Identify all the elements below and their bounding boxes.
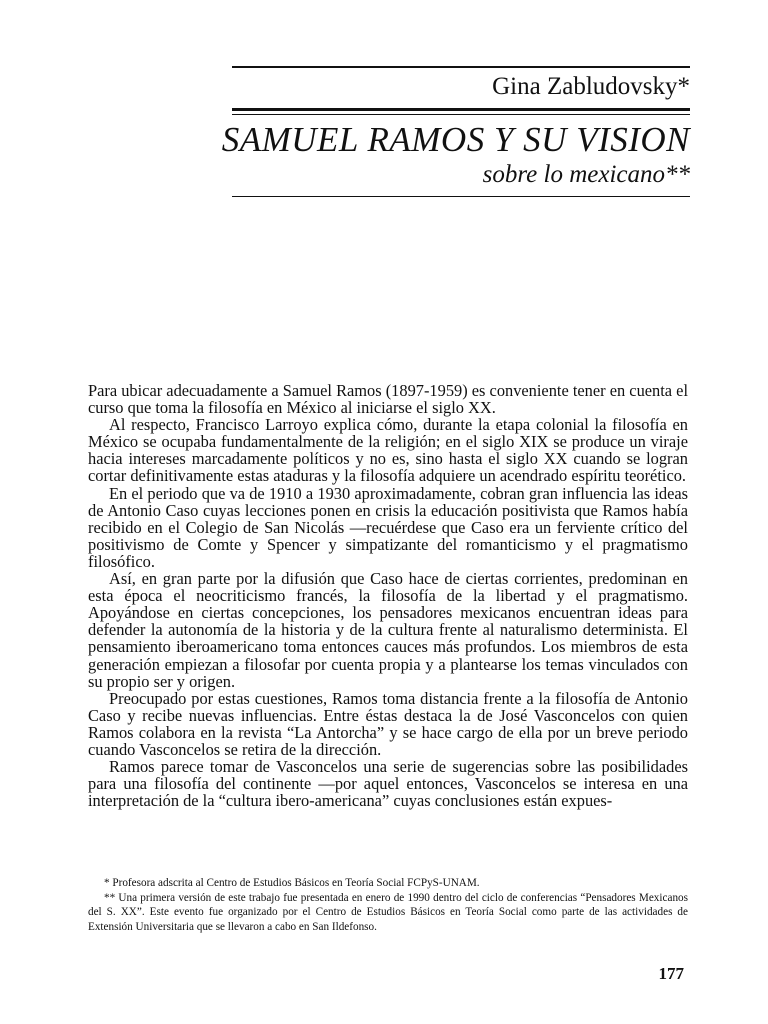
body-paragraph: Preocupado por estas cuestiones, Ramos toma distancia frente a la filosofía de Antonio Caso y recibe nuevas influencias. Entre éstas destaca la de José Vasconcelos con quien Ramos colabora en la revista “La Antorcha” y se hace cargo de ella por un breve periodo cuando Vasconcelos se retira de la dirección. bbox=[88, 688, 688, 759]
body-paragraph: En el periodo que va de 1910 a 1930 aproximadamente, cobran gran influencia las ideas de Antonio Caso cuyas lecciones ponen en crisis la educación positivista que Ramos había recibido en el Colegio de San Nicolás —recuérdese que Caso era un ferviente crítico del positivismo de Comte y Spencer y simpatizante del romanticismo y el pragmatismo filosófico. bbox=[88, 483, 688, 571]
author-name: Gina Zabludovsky* bbox=[492, 73, 690, 100]
footnote-author: * Profesora adscrita al Centro de Estudios Básicos en Teoría Social FCPyS-UNAM. bbox=[104, 877, 480, 889]
article-subtitle: sobre lo mexicano** bbox=[482, 161, 690, 188]
title-thick-rule bbox=[232, 108, 690, 111]
header-top-rule bbox=[232, 66, 690, 68]
header-bottom-rule bbox=[232, 196, 690, 197]
page-number: 177 bbox=[658, 964, 684, 983]
article-title: SAMUEL RAMOS Y SU VISION bbox=[221, 120, 690, 159]
title-thin-rule bbox=[232, 114, 690, 115]
body-paragraph: Ramos parece tomar de Vasconcelos una serie de sugerencias sobre las posibilidades para una filosofía del continente —por aquel entonces, Vasconcelos se interesa en una interpretación de la “cultura ibero-americana” cuyas conclusiones están expues- bbox=[88, 757, 688, 811]
body-paragraph: Así, en gran parte por la difusión que Caso hace de ciertas corrientes, predominan en esta época el neocriticismo francés, la filosofía de la libertad y el pragmatismo. Apoyándose en ciertas concepciones, los pensadores mexicanos encuentran ideas para defender la autonomía de la historia y de la cultura frente al naturalismo determinista. El pensamiento iberoamericano toma entonces cauces más profundos. Los miembros de esta generación empiezan a filosofar por cuenta propia y a plantearse los temas vinculados con su propio ser y origen. bbox=[88, 569, 688, 691]
body-paragraph: Al respecto, Francisco Larroyo explica cómo, durante la etapa colonial la filosofía en México se ocupaba fundamentalmente de la religión; en el siglo XIX se produce un viraje hacia intereses marcadamente políticos y no es, sino hasta el siglo XX cuando se logran cortar definitivamente estas ataduras y la filosofía adquiere un acendrado espíritu teorético. bbox=[88, 415, 688, 486]
footnotes bbox=[88, 876, 688, 934]
footnote-origin: ** Una primera versión de este trabajo fue presentada en enero de 1990 dentro del ciclo de conferencias “Pensadores Mexicanos del S. XX”. Este evento fue organizado por el Centro de Estudios Básicos en Teoría Social como parte de las actividades de Extensión Universitaria que se llevaron a cabo en San Ildefonso. bbox=[88, 891, 688, 933]
article-body bbox=[88, 382, 688, 809]
body-paragraph: Para ubicar adecuadamente a Samuel Ramos (1897-1959) es conveniente tener en cuenta el curso que toma la filosofía en México al iniciarse el siglo XX. bbox=[88, 381, 688, 418]
